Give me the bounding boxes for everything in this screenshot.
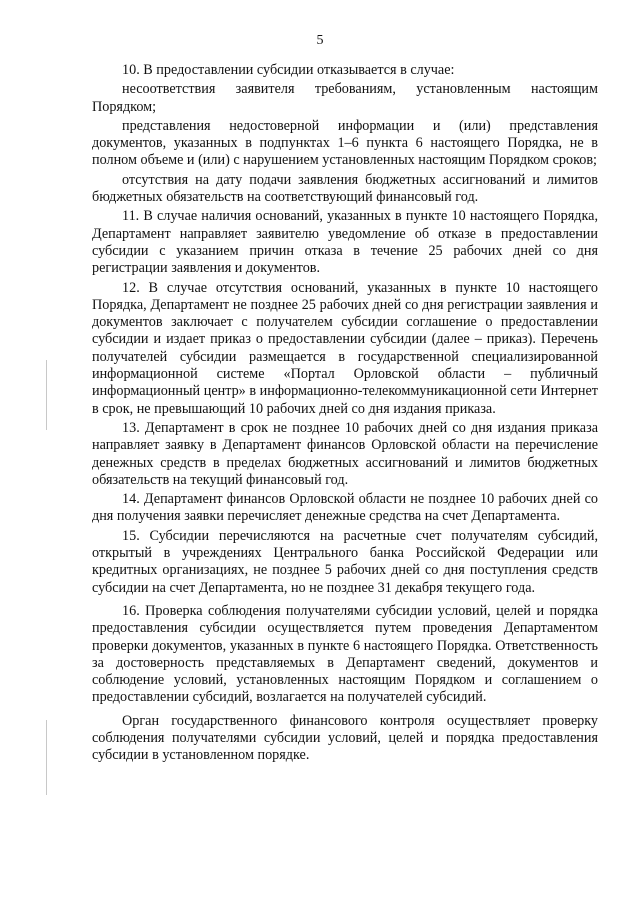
- paragraph-14: 14. Департамент финансов Орловской области не позднее 10 рабочих дней со дня получения заявки перечисляет денежные средства на счет Департамента.: [92, 491, 598, 525]
- paragraph-10: 10. В предоставлении субсидии отказывается в случае:: [122, 62, 455, 78]
- paragraph-13: 13. Департамент в срок не позднее 10 рабочих дней со дня издания приказа направляет заявку в Департамент финансов Орловской области на перечисление денежных средств в пределах бюджетных ассигнований и лимитов бюджетных обязательств на текущий финансовый год.: [92, 419, 598, 488]
- paragraph-10-item-2: представления недостоверной информации и (или) представления документов, указанных в подпунктах 1–6 пункта 6 настоящего Порядка, не в полном объеме и (или) с нарушением установленных настоящим Порядком сроков;: [92, 117, 598, 169]
- document-body: [92, 62, 598, 765]
- paragraph-12: 12. В случае отсутствия оснований, указанных в пункте 10 настоящего Порядка, Департамент не позднее 25 рабочих дней со дня регистрации заявления и документов заключает с получателем субсидии соглашение о предоставлении субсидии и издает приказ о предоставлении субсидии (далее – приказ). Перечень получателей субсидии размещается в государственной специализированной информационной системе «Портал Орловской области – публичный информационный центр» в информационно-телекоммуникационной сети Интернет в срок, не превышающий 10 рабочих дней со дня издания приказа.: [92, 279, 598, 417]
- margin-scan-line: [46, 360, 47, 430]
- margin-scan-line: [46, 720, 47, 795]
- paragraph-16: 16. Проверка соблюдения получателями субсидии условий, целей и порядка предоставления субсидии осуществляется путем проведения Департаментом проверки документов, указанных в пункте 6 настоящего Порядка. Ответственность за достоверность представляемых в Департамент сведений, документов и соблюдение условий, установленных настоящим Порядком и соглашением о предоставлении субсидий, возлагается на получателей субсидий.: [92, 602, 598, 706]
- paragraph-16-control: Орган государственного финансового контроля осуществляет проверку соблюдения получателями субсидии условий, целей и порядка предоставления субсидии в установленном порядке.: [92, 712, 598, 764]
- paragraph-11: 11. В случае наличия оснований, указанных в пункте 10 настоящего Порядка, Департамент направляет заявителю уведомление об отказе в предоставлении субсидии с указанием причин отказа в течение 25 рабочих дней со дня регистрации заявления и документов.: [92, 208, 598, 277]
- paragraph-10-item-3: отсутствия на дату подачи заявления бюджетных ассигнований и лимитов бюджетных обязательств на соответствующий финансовый год.: [92, 171, 598, 206]
- paragraph-15: 15. Субсидии перечисляются на расчетные счет получателям субсидий, открытый в учреждениях Центрального банка Российской Федерации или кредитных организациях, не позднее 5 рабочих дней со дня поступления средств субсидии на счет Департамента, но не позднее 31 декабря текущего года.: [92, 527, 598, 596]
- paragraph-10-item-1: несоответствия заявителя требованиям, установленным настоящим Порядком;: [92, 81, 598, 115]
- page-number: 5: [316, 33, 324, 48]
